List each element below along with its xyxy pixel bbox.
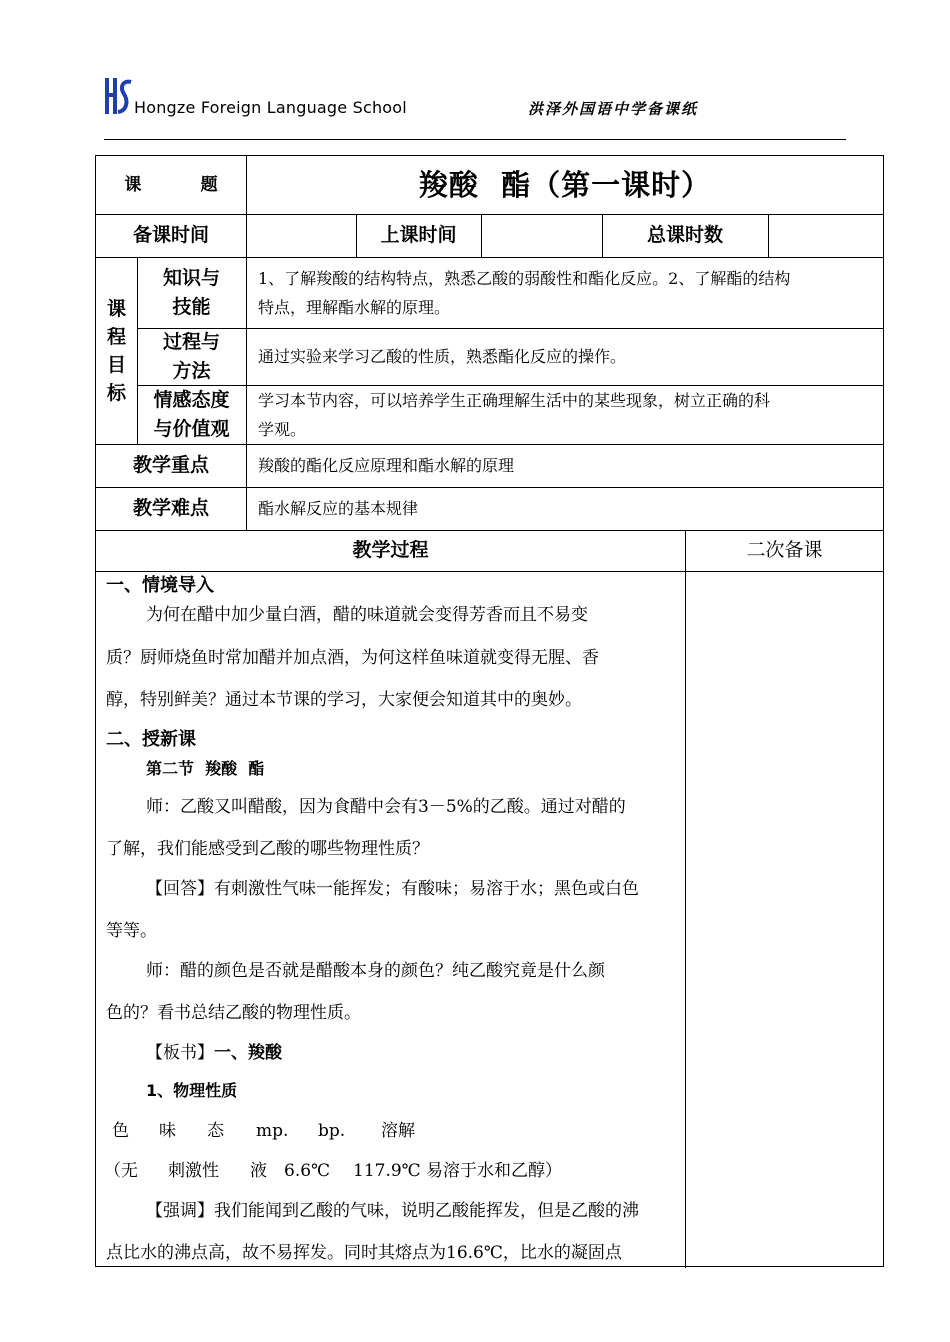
process-method-text: 通过实验来学习乙酸的性质，熟悉酯化反应的操作。 [258,347,627,366]
property-header: mp. [256,1121,289,1141]
paragraph-line: 【强调】我们能闻到乙酸的气味，说明乙酸能挥发，但是乙酸的沸 [146,1201,639,1221]
goals-label-char: 课 [106,297,126,320]
lesson-plan-table [95,155,884,1267]
paragraph-line: 等等。 [106,921,157,941]
property-value: 液 [250,1161,267,1181]
property-value: 刺激性 [168,1161,219,1181]
goals-label-char: 程 [106,325,126,348]
school-name-english: Hongze Foreign Language School [134,98,407,117]
hfls-logo-icon [104,78,134,114]
class-time-value [481,214,602,257]
subsection-title: 第二节 羧酸 酯 [146,759,265,778]
difficulty-label: 教学难点 [132,497,209,519]
goals-label [96,257,137,444]
prep-time-value [246,214,356,257]
lesson-title: 羧酸 酯（第一课时） [418,167,712,202]
paragraph-line: 醇，特别鲜美？通过本节课的学习，大家便会知道其中的奥妙。 [106,690,582,710]
property-header: bp. [318,1121,346,1141]
attitude-values-text: 学习本节内容，可以培养学生正确理解生活中的某些现象，树立正确的科 学观。 [258,391,771,439]
section-title: 一、情境导入 [106,575,214,596]
school-name-chinese: 洪泽外国语中学备课纸 [528,100,699,118]
subsection-title: 1、物理性质 [146,1081,238,1100]
total-hours-label: 总课时数 [646,224,723,246]
paragraph-line: 了解，我们能感受到乙酸的哪些物理性质？ [106,839,429,859]
header-divider [104,139,846,140]
section-title: 二、授新课 [106,729,196,750]
class-time-label: 上课时间 [380,224,457,246]
property-values [106,1157,678,1185]
property-headers [106,1117,678,1145]
paragraph-line: 质？厨师烧鱼时常加醋并加点酒，为何这样鱼味道就变得无腥、香 [106,648,599,668]
second-prep-notes [685,571,884,1268]
goals-label-char: 目 [106,353,126,376]
prep-time-label: 备课时间 [132,224,209,246]
paragraph-line: 师：乙酸又叫醋酸，因为食醋中会有3－5%的乙酸。通过对醋的 [146,797,626,817]
process-method-label: 过程与 方法 [162,330,220,382]
property-header: 味 [159,1121,176,1141]
paragraph-line: 为何在醋中加少量白酒，醋的味道就会变得芳香而且不易变 [146,605,588,625]
paragraph-line: 师：醋的颜色是否就是醋酸本身的颜色？纯乙酸究竟是什么颜 [146,961,605,981]
property-value: 117.9℃ [353,1161,421,1181]
key-point-text: 羧酸的酯化反应原理和酯水解的原理 [258,456,515,475]
property-header: 态 [207,1121,224,1141]
attitude-values-label: 情感态度 与价值观 [153,388,230,440]
paragraph-line: 色的？看书总结乙酸的物理性质。 [106,1003,361,1023]
second-prep-header: 二次备课 [746,539,823,561]
property-value: 6.6℃ [284,1161,331,1181]
difficulty-text: 酯水解反应的基本规律 [258,499,419,518]
teaching-process-header: 教学过程 [352,539,429,561]
knowledge-skills-label: 知识与 技能 [162,266,220,318]
property-value: （无 [104,1161,138,1181]
total-hours-value [768,214,884,257]
board-note: 【板书】一、羧酸 [146,1043,282,1063]
property-header: 色 [112,1121,129,1141]
topic-label: 课 题 [124,174,218,195]
property-value: 易溶于水和乙醇） [426,1161,562,1181]
goals-label-char: 标 [106,381,126,404]
key-point-label: 教学重点 [132,454,209,476]
property-header: 溶解 [381,1121,415,1141]
teaching-process-body [96,571,685,1268]
knowledge-skills-text: 1、了解羧酸的结构特点，熟悉乙酸的弱酸性和酯化反应。2、了解酯的结构 特点，理解酯水解的原理。 [258,269,791,317]
paragraph-line: 点比水的沸点高，故不易挥发。同时其熔点为16.6℃，比水的凝固点 [106,1243,622,1263]
page-header [104,74,846,142]
paragraph-line: 【回答】有刺激性气味一能挥发；有酸味；易溶于水；黑色或白色 [146,879,639,899]
